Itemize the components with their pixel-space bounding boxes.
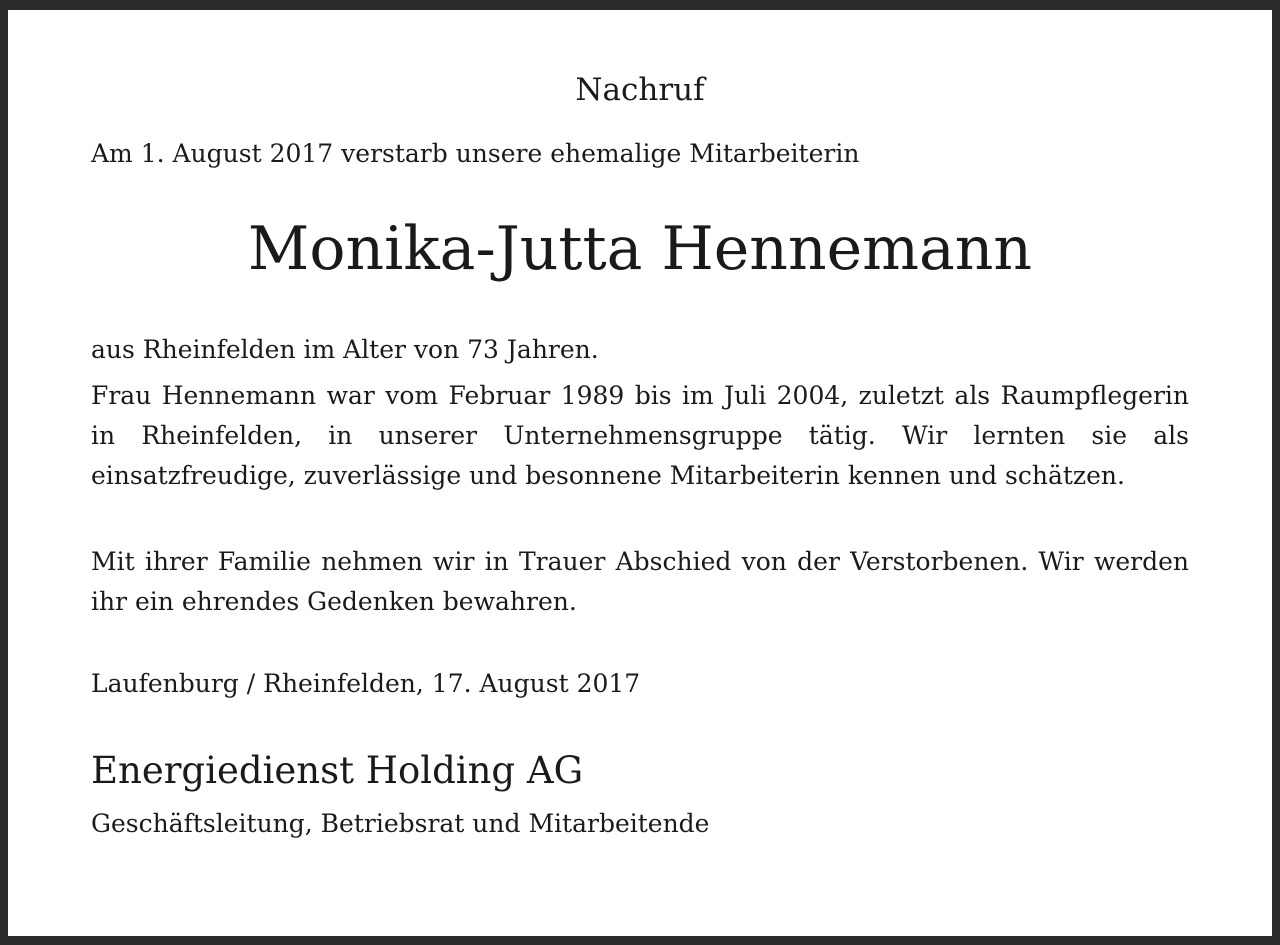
intro-line: Am 1. August 2017 verstarb unsere ehemalige Mitarbeiterin [91, 139, 860, 168]
age-line: aus Rheinfelden im Alter von 73 Jahren. [91, 335, 599, 364]
signers-line: Geschäftsleitung, Betriebsrat und Mitarbeitende [91, 809, 710, 838]
farewell-paragraph: Mit ihrer Familie nehmen wir in Trauer Abschied von der Verstorbenen. Wir werden ihr ein ehrendes Gedenken bewahren. [91, 547, 1189, 616]
career-paragraph: Frau Hennemann war vom Februar 1989 bis im Juli 2004, zuletzt als Raumpflegerin in Rheinfelden, in unserer Unternehmensgruppe tätig. Wir lernten sie als einsatzfreudige, zuverlässige und besonnene Mitarbeiterin kennen und schätzen. [91, 381, 1189, 490]
place-date-line: Laufenburg / Rheinfelden, 17. August 2017 [91, 669, 641, 698]
company-name: Energiedienst Holding AG [91, 749, 584, 792]
notice-title: Nachruf [575, 72, 705, 108]
deceased-name: Monika-Jutta Hennemann [247, 214, 1033, 284]
